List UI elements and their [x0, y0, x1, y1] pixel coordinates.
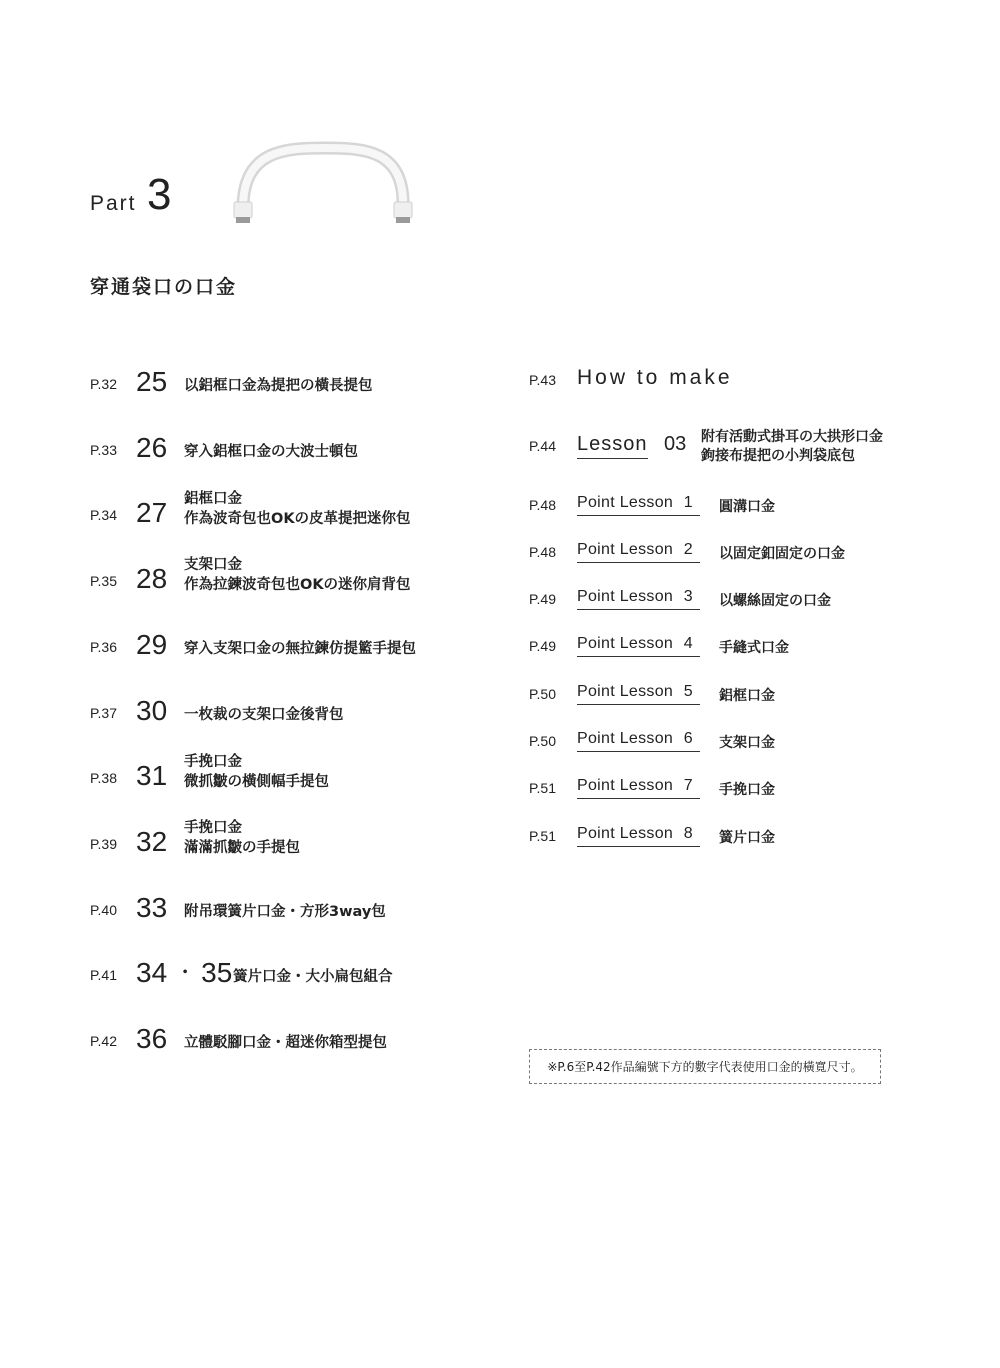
point-lesson-number: 5: [683, 683, 693, 700]
point-lesson-number: 3: [683, 588, 693, 605]
point-lesson-label: Point Lesson: [577, 777, 674, 794]
point-lesson-link: [577, 730, 700, 752]
lesson-description: [701, 428, 883, 466]
item-title-line: 一枚裁の支架口金後背包: [184, 707, 344, 723]
lesson-description-line: 附有活動式掛耳の大拱形口金: [701, 429, 883, 445]
point-lesson-link: [577, 825, 700, 847]
page-ref: P.35: [90, 573, 117, 589]
item-number: 25: [136, 366, 168, 397]
item-title-line: 手挽口金: [184, 820, 242, 836]
item-number: 29: [136, 629, 168, 660]
point-lesson-number: 1: [683, 494, 693, 511]
point-lesson-row[interactable]: [529, 777, 929, 807]
item-title: [184, 818, 300, 858]
item-title: [184, 902, 386, 922]
item-number: 33: [136, 892, 168, 923]
item-title: [184, 1033, 387, 1053]
bag-frame-handle-icon: [225, 140, 425, 230]
item-title: [184, 376, 373, 396]
page-ref: P.34: [90, 507, 117, 523]
item-title: [184, 752, 329, 792]
point-lesson-link: [577, 635, 700, 657]
point-lesson-desc: 圓溝口金: [719, 499, 775, 515]
footnote-box: ※P.6至P.42作品編號下方的數字代表使用口金的橫寬尺寸。: [529, 1049, 881, 1084]
item-title-line: 手挽口金: [184, 754, 242, 770]
point-lesson-label: Point Lesson: [577, 588, 674, 605]
lesson-description-line: 鉤接布提把の小判袋底包: [701, 448, 855, 464]
page-ref: P.43: [529, 372, 556, 388]
item-title-line: 立體駁腳口金・超迷你箱型提包: [184, 1035, 387, 1051]
lesson-number: 03: [664, 433, 687, 455]
point-lesson-desc: 鋁框口金: [719, 688, 775, 704]
item-number: 28: [136, 563, 168, 594]
part-label: Part: [90, 192, 137, 215]
item-title: [184, 442, 358, 462]
how-to-make-heading: How to make: [577, 366, 733, 389]
lesson-link[interactable]: Lesson: [577, 433, 648, 459]
point-lesson-desc: 手挽口金: [719, 782, 775, 798]
page-ref: P.40: [90, 902, 117, 918]
point-lesson-desc: 手縫式口金: [719, 640, 789, 656]
item-number: 36: [136, 1023, 168, 1054]
item-number: 32: [136, 826, 168, 857]
item-title-line: 穿入支架口金の無拉鍊仿提籃手提包: [184, 641, 416, 657]
page-ref: P.36: [90, 639, 117, 655]
item-title-line: 滿滿抓皺の手提包: [184, 840, 300, 856]
point-lesson-desc: 簧片口金: [719, 830, 775, 846]
page-ref: P.39: [90, 836, 117, 852]
point-lesson-number: 4: [683, 635, 693, 652]
item-title-line: 附吊環簧片口金・方形3way包: [184, 904, 386, 920]
page-ref: P.49: [529, 591, 556, 607]
page-ref: P.41: [90, 967, 117, 983]
point-lesson-number: 2: [683, 541, 693, 558]
item-number: 27: [136, 497, 168, 528]
page-ref: P.49: [529, 638, 556, 654]
page-ref: P.51: [529, 780, 556, 796]
part-number: 3: [147, 170, 172, 219]
item-title-line: 穿入鋁框口金の大波士頓包: [184, 444, 358, 460]
point-lesson-row[interactable]: [529, 541, 929, 571]
point-lesson-link: [577, 541, 700, 563]
page-ref: P.48: [529, 497, 556, 513]
item-title: [184, 639, 416, 659]
point-lesson-label: Point Lesson: [577, 730, 674, 747]
point-lesson-desc: 以螺絲固定の口金: [719, 593, 831, 609]
point-lesson-desc: 支架口金: [719, 735, 775, 751]
point-lesson-number: 6: [683, 730, 693, 747]
item-title-line: 作為拉鍊波奇包也OKの迷你肩背包: [184, 577, 411, 593]
point-lesson-number: 8: [683, 825, 693, 842]
item-title: [184, 489, 411, 529]
item-title-line: 支架口金: [184, 557, 242, 573]
item-number: 31: [136, 760, 168, 791]
page-ref: P.48: [529, 544, 556, 560]
point-lesson-label: Point Lesson: [577, 541, 674, 558]
item-number: 26: [136, 432, 168, 463]
point-lesson-row[interactable]: [529, 588, 929, 618]
point-lesson-link: [577, 588, 700, 610]
point-lesson-row[interactable]: [529, 635, 929, 665]
page-ref: P.37: [90, 705, 117, 721]
page-ref: P.50: [529, 686, 556, 702]
point-lesson-row[interactable]: [529, 494, 929, 524]
item-number: 30: [136, 695, 168, 726]
point-lesson-label: Point Lesson: [577, 635, 674, 652]
page-ref: P.51: [529, 828, 556, 844]
point-lesson-label: Point Lesson: [577, 683, 674, 700]
point-lesson-link: [577, 777, 700, 799]
point-lesson-link: [577, 494, 700, 516]
item-title-line: 作為波奇包也OKの皮革提把迷你包: [184, 511, 411, 527]
section-title: 穿通袋口の口金: [90, 276, 238, 298]
item-title-line: 微抓皺の橫側幅手提包: [184, 774, 329, 790]
point-lesson-row[interactable]: [529, 683, 929, 713]
page-ref: P.50: [529, 733, 556, 749]
item-number-second: 35: [201, 957, 233, 988]
item-title-line: 以鋁框口金為提把の橫長提包: [184, 378, 373, 394]
point-lesson-row[interactable]: [529, 825, 929, 855]
item-title: [184, 705, 344, 725]
item-number-range: [136, 957, 232, 989]
item-title: [233, 967, 393, 987]
point-lesson-link: [577, 683, 700, 705]
point-lesson-label: Point Lesson: [577, 825, 674, 842]
point-lesson-label: Point Lesson: [577, 494, 674, 511]
point-lesson-number: 7: [683, 777, 693, 794]
page-ref: P.38: [90, 770, 117, 786]
item-title-line: 簧片口金・大小扁包組合: [233, 969, 393, 985]
page-ref: P.32: [90, 376, 117, 392]
item-number: 34: [136, 957, 168, 988]
item-title-line: 鋁框口金: [184, 491, 242, 507]
page-ref: P.44: [529, 438, 556, 454]
number-separator: ・: [175, 962, 196, 984]
point-lesson-desc: 以固定釦固定の口金: [719, 546, 845, 562]
page-ref: P.33: [90, 442, 117, 458]
item-title: [184, 555, 411, 595]
point-lesson-row[interactable]: [529, 730, 929, 760]
page-ref: P.42: [90, 1033, 117, 1049]
